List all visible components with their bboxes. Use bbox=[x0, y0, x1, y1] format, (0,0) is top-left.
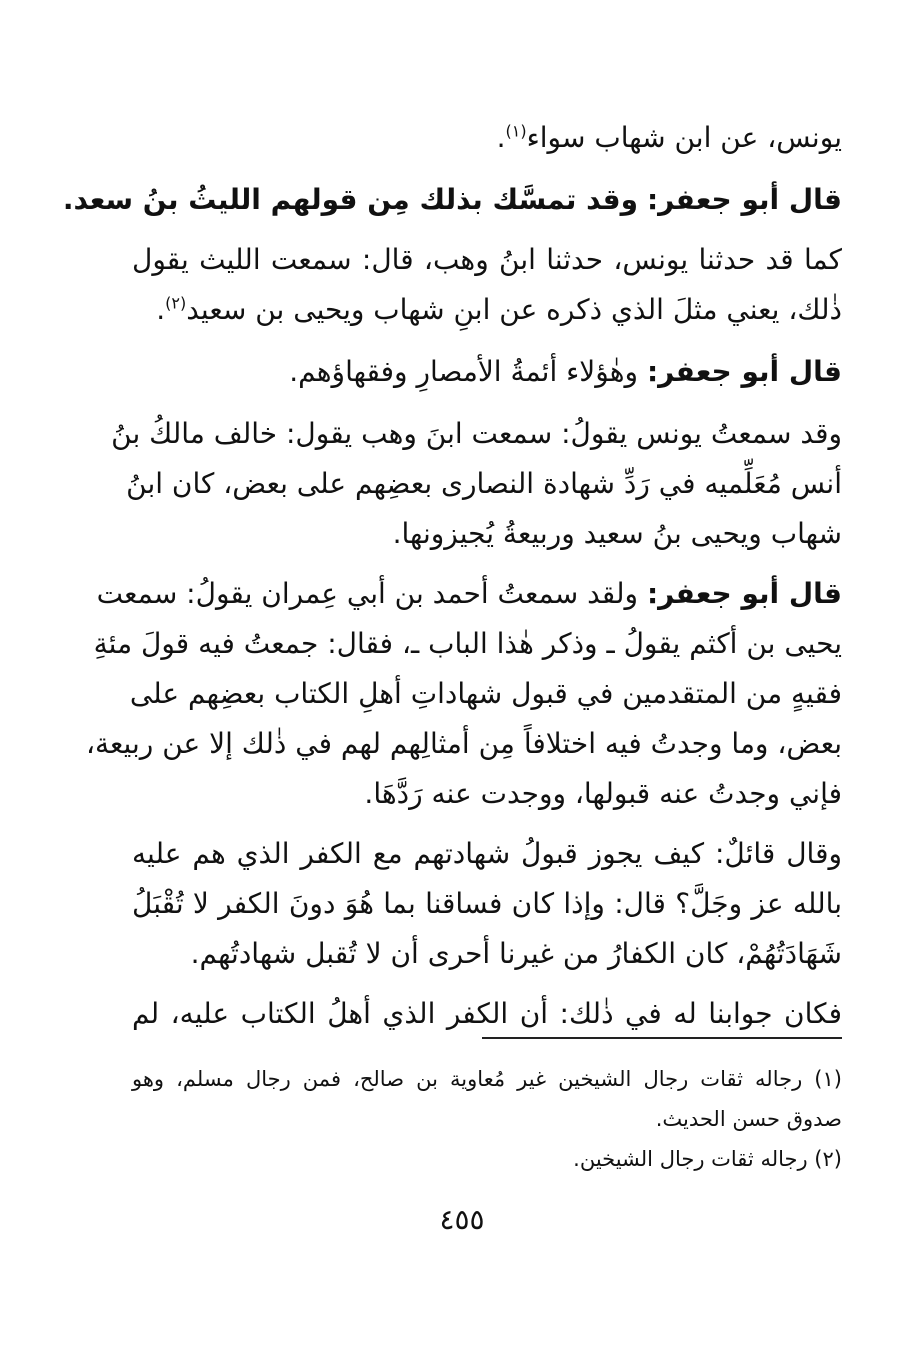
line-text: وهٰؤلاء أئمةُ الأمصارِ وفقهاؤهم. bbox=[289, 355, 639, 388]
text-line bbox=[132, 352, 842, 392]
page-number: ٤٥٥ bbox=[439, 1203, 485, 1236]
text-line bbox=[62, 180, 842, 220]
speaker-label: قال أبو جعفر: bbox=[646, 183, 842, 216]
speaker-label: قال أبو جعفر: bbox=[646, 577, 842, 610]
speaker-label: قال أبو جعفر: bbox=[646, 355, 842, 388]
text-line bbox=[96, 574, 842, 614]
text-line: شَهَادَتُهُمْ، كان الكفارُ من غيرنا أحرى أن لا تُقبل شهادتُهم. bbox=[190, 937, 842, 970]
text-line: بعض، وما وجدتُ فيه اختلافاً مِن أمثالِهم لهم في ذٰلك إلا عن ربيعة، bbox=[85, 727, 842, 760]
text-line: يونس، عن ابن شهاب سواء$^{(١)}$. bbox=[496, 121, 842, 154]
footnote-separator bbox=[482, 1037, 842, 1039]
text-line: فقيهٍ من المتقدمين في قبول شهاداتِ أهلِ الكتاب بعضِهم على bbox=[129, 677, 842, 710]
text-line: وقد سمعتُ يونس يقولُ: سمعت ابنَ وهب يقول: خالف مالكُ بنُ bbox=[111, 417, 842, 450]
footnote: صدوق حسن الحديث. bbox=[655, 1107, 842, 1131]
footnote: (١) رجاله ثقات رجال الشيخين غير مُعاوية بن صالح، فمن رجال مسلم، وهو bbox=[132, 1067, 842, 1091]
line-text: وقد تمسَّك بذلك مِن قولهم الليثُ بنُ سعد. bbox=[62, 183, 639, 216]
text-line: ذٰلك، يعني مثلَ الذي ذكره عن ابنِ شهاب ويحيى بن سعيد$^{(٢)}$. bbox=[156, 293, 842, 326]
footnote: (٢) رجاله ثقات رجال الشيخين. bbox=[573, 1147, 842, 1171]
text-line: فإني وجدتُ عنه قبولها، ووجدت عنه رَدَّهَا. bbox=[364, 777, 842, 810]
text-line: وقال قائلٌ: كيف يجوز قبولُ شهادتهم مع الكفر الذي هم عليه bbox=[132, 837, 842, 870]
text-line: بالله عز وجَلَّ؟ قال: وإذا كان فساقنا بما هُوَ دونَ الكفر لا تُقْبَلُ bbox=[132, 887, 842, 920]
footnote-ref: (٢) bbox=[165, 293, 187, 313]
line-text: ذٰلك، يعني مثلَ الذي ذكره عن ابنِ شهاب ويحيى بن سعيد bbox=[186, 293, 842, 326]
text-line: يحيى بن أكثم يقولُ ـ وذكر هٰذا الباب ـ، فقال: جمعتُ فيه قولَ مئةِ bbox=[93, 627, 842, 660]
text-line: أنس مُعَلِّميه في رَدِّ شهادة النصارى بعضِهم على بعض، كان ابنُ bbox=[126, 467, 842, 500]
text-line: شهاب ويحيى بنُ سعيد وربيعةُ يُجيزونها. bbox=[392, 517, 842, 550]
line-text: ولقد سمعتُ أحمد بن أبي عِمران يقولُ: سمعت bbox=[96, 577, 639, 610]
text-line: كما قد حدثنا يونس، حدثنا ابنُ وهب، قال: سمعت الليث يقول bbox=[132, 243, 842, 276]
line-text: يونس، عن ابن شهاب سواء bbox=[526, 121, 842, 154]
text-line: فكان جوابنا له في ذٰلك: أن الكفر الذي أهلُ الكتاب عليه، لم bbox=[132, 997, 842, 1030]
footnote-ref: (١) bbox=[505, 121, 527, 141]
